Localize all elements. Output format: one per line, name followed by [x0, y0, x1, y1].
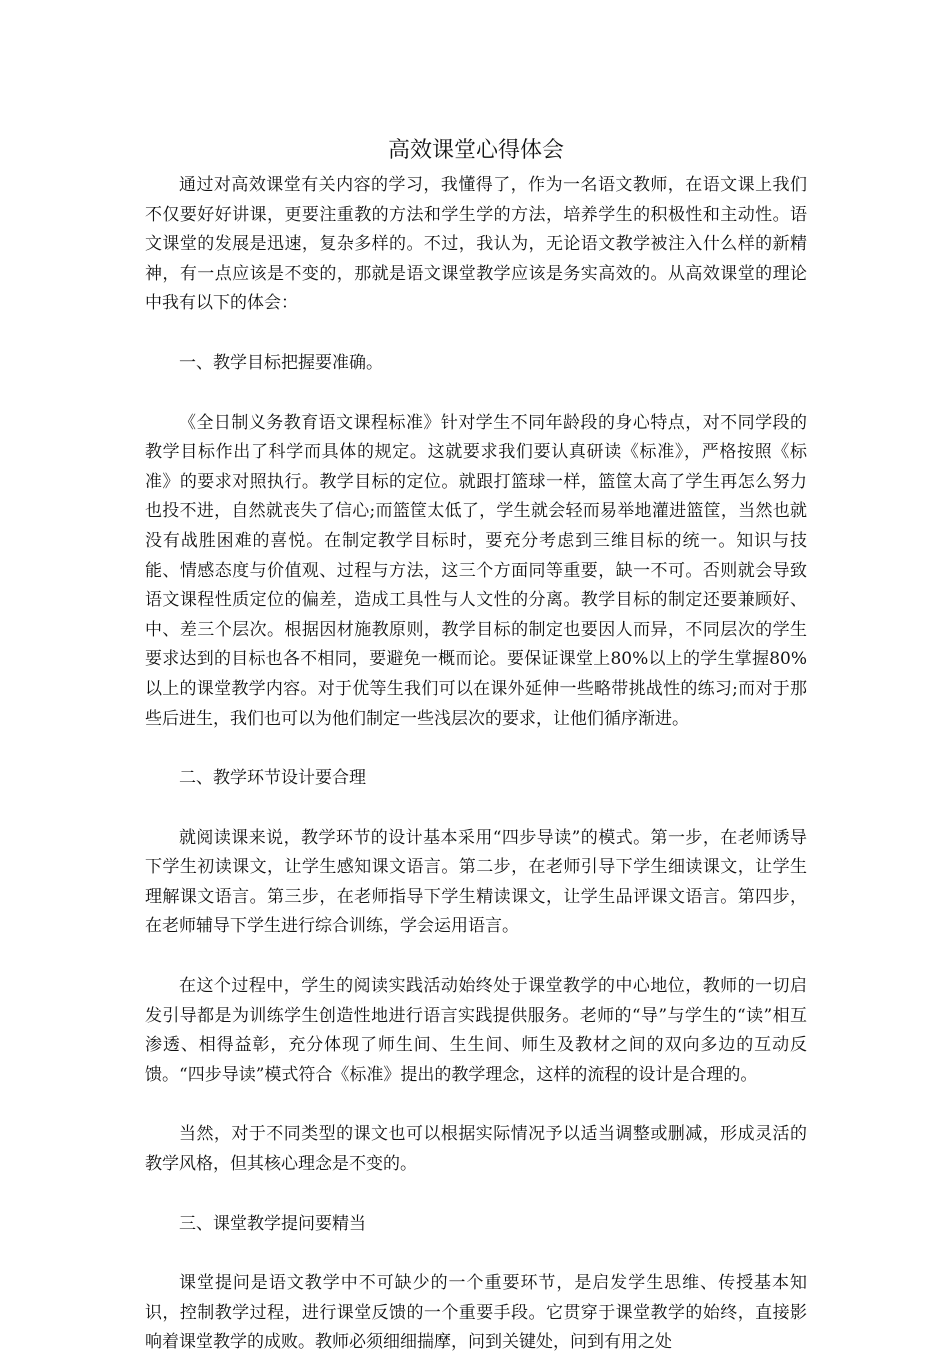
paragraph-section-1: 《全日制义务教育语文课程标准》针对学生不同年龄段的身心特点，对不同学段的教学目标作出了科学而具体的规定。这就要求我们要认真研读《标准》，严格按照《标准》的要求对照执行。教学目标的定位。就跟打篮球一样，篮筐太高了学生再怎么努力也投不进，自然就丧失了信心;而篮筐太低了，学生就会轻而易举地灌进篮筐，当然也就没有战胜困难的喜悦。在制定教学目标时，要充分考虑到三维目标的统一。知识与技能、情感态度与价值观、过程与方法，这三个方面同等重要，缺一不可。否则就会导致语文课程性质定位的偏差，造成工具性与人文性的分离。教学目标的制定还要兼顾好、中、差三个层次。根据因材施教原则，教学目标的制定也要因人而异，不同层次的学生要求达到的目标也各不相同，要避免一概而论。要保证课堂上80%以上的学生掌握80%以上的课堂教学内容。对于优等生我们可以在课外延伸一些略带挑战性的练习;而对于那些后进生，我们也可以为他们制定一些浅层次的要求，让他们循序渐进。 [145, 412, 807, 729]
document-page [145, 131, 807, 1358]
section-heading-3: 三、课堂教学提问要精当 [179, 1213, 366, 1234]
spacer [145, 379, 807, 409]
spacer [145, 1090, 807, 1120]
spacer [145, 734, 807, 764]
paragraph-section-3: 课堂提问是语文教学中不可缺少的一个重要环节，是启发学生思维、传授基本知识，控制教学过程，进行课堂反馈的一个重要手段。它贯穿于课堂教学的始终，直接影响着课堂教学的成败。教师必须细细揣摩，问到关键处，问到有用之处 [145, 1273, 807, 1353]
spacer [145, 942, 807, 972]
section-heading-1: 一、教学目标把握要准确。 [179, 352, 383, 373]
paragraph-section-2c: 当然，对于不同类型的课文也可以根据实际情况予以适当调整或删减，形成灵活的教学风格，但其核心理念是不变的。 [145, 1124, 807, 1175]
paragraph-section-2a: 就阅读课来说，教学环节的设计基本采用“四步导读”的模式。第一步，在老师诱导下学生初读课文，让学生感知课文语言。第二步，在老师引导下学生细读课文，让学生理解课文语言。第三步，在老师指导下学生精读课文，让学生品评课文语言。第四步，在老师辅导下学生进行综合训练，学会运用语言。 [145, 827, 807, 937]
spacer [145, 319, 807, 349]
spacer [145, 794, 807, 824]
document-title: 高效课堂心得体会 [387, 138, 564, 163]
section-heading-2: 二、教学环节设计要合理 [179, 768, 366, 789]
spacer [145, 1180, 807, 1210]
spacer [145, 1239, 807, 1269]
paragraph-intro: 通过对高效课堂有关内容的学习，我懂得了，作为一名语文教师，在语文课上我们不仅要好好讲课，更要注重教的方法和学生学的方法，培养学生的积极性和主动性。语文课堂的发展是迅速，复杂多样的。不过，我认为，无论语文教学被注入什么样的新精神，有一点应该是不变的，那就是语文课堂教学应该是务实高效的。从高效课堂的理论中我有以下的体会： [145, 175, 807, 314]
paragraph-section-2b: 在这个过程中，学生的阅读实践活动始终处于课堂教学的中心地位，教师的一切启发引导都是为训练学生创造性地进行语言实践提供服务。老师的“导”与学生的“读”相互渗透、相得益彰，充分体现了师生间、生生间、师生及教材之间的双向多边的互动反馈。“四步导读”模式符合《标准》提出的教学理念，这样的流程的设计是合理的。 [145, 976, 807, 1085]
